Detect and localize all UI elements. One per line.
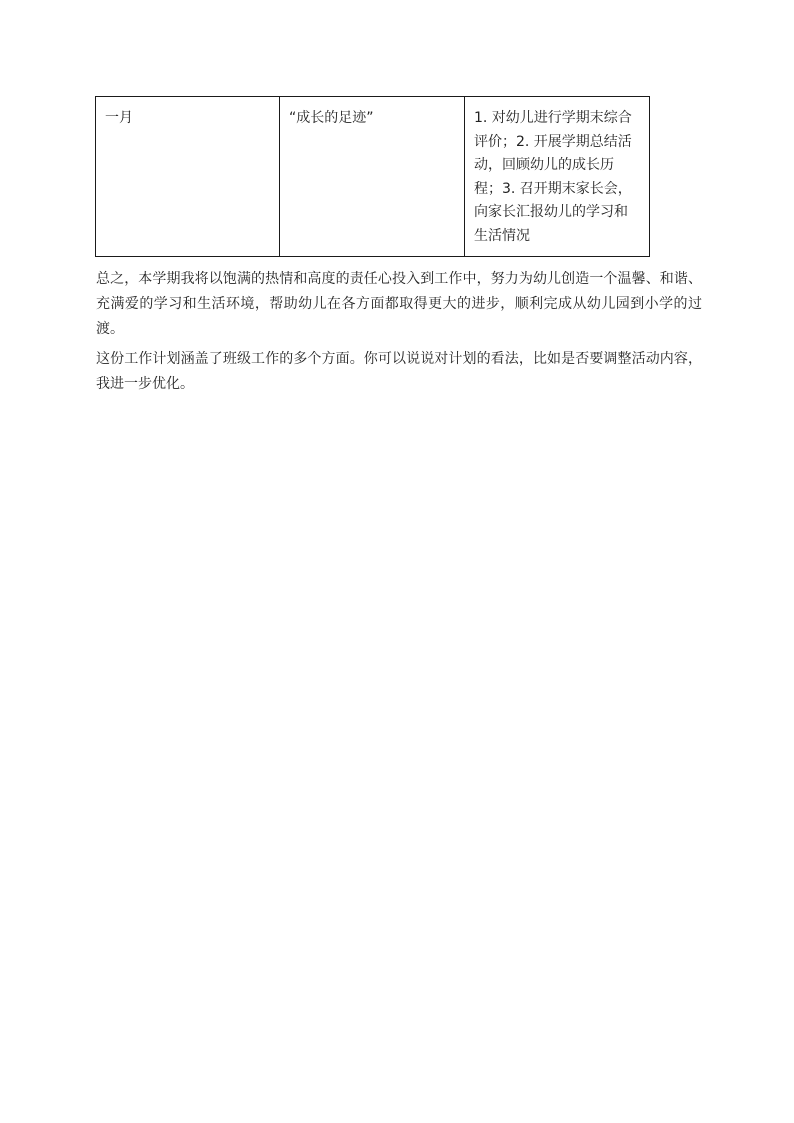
summary-paragraph: 总之，本学期我将以饱满的热情和高度的责任心投入到工作中，努力为幼儿创造一个温馨、和谐、充满爱的学习和生活环境，帮助幼儿在各方面都取得更大的进步，顺利完成从幼儿园到小学的过渡。 xyxy=(96,271,702,337)
plan-table xyxy=(95,96,650,257)
closing-paragraph: 这份工作计划涵盖了班级工作的多个方面。你可以说说对计划的看法，比如是否要调整活动内容，我进一步优化。 xyxy=(96,351,702,392)
theme-cell: “成长的足迹” xyxy=(280,97,465,257)
table-row xyxy=(96,97,650,257)
content-cell: 1. 对幼儿进行学期末综合评价；2. 开展学期总结活动，回顾幼儿的成长历程；3. 召开期末家长会，向家长汇报幼儿的学习和生活情况 xyxy=(465,97,650,257)
month-cell: 一月 xyxy=(96,97,280,257)
